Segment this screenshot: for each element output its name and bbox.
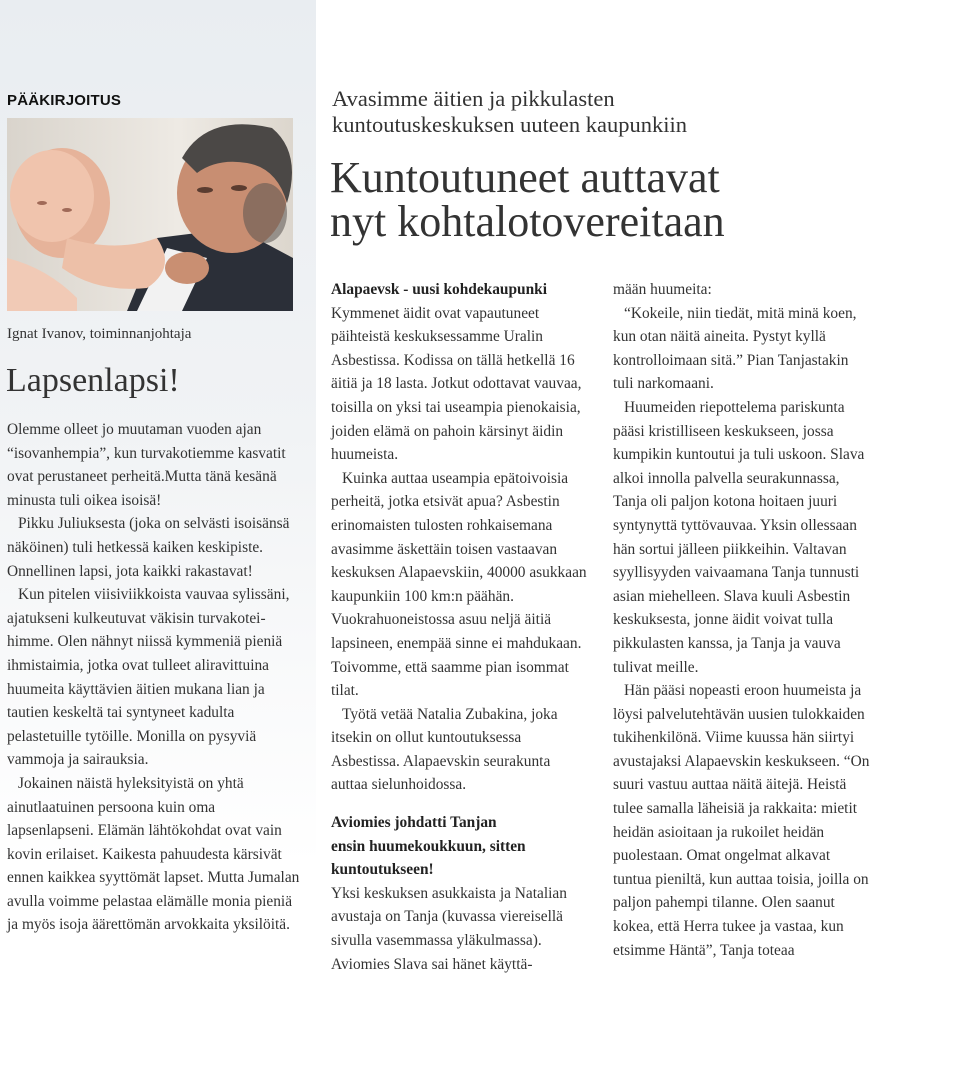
article-paragraph: Kymmenet äidit ovat vapautuneet päihteistä keskuksessamme Uralin Asbestissa. Kodissa on tällä hetkellä 16 äitiä ja 18 lasta. Jotkut odottavat vauvaa, toisilla on yksi tai useampia pienokaisia, joiden elämä on pahoin kärsinyt äidin huumeista. — [331, 304, 582, 464]
headline-line: Kuntoutuneet auttavat — [330, 153, 720, 202]
article-paragraph: Yksi keskuksen asukkaista ja Natalian avustaja on Tanja (kuvassa viereisellä sivulla vasemmassa yläkulmassa). Aviomies Slava sai hänet käyttä- — [331, 884, 567, 973]
article-paragraph: “Kokeile, niin tiedät, mitä minä koen, kun otan näitä aineita. Pystyt kyllä kontrolloimaan sitä.” Pian Tanjastakin tuli narkomaani. — [613, 304, 857, 393]
article-kicker — [332, 86, 687, 138]
photo-caption: Ignat Ivanov, toiminnanjohtaja — [7, 326, 192, 342]
subheading-line: Aviomies johdatti Tanjan — [331, 814, 497, 832]
article-paragraph: Hän pääsi nopeasti eroon huumeista ja löysi palvelutehtävän uusien tulokkaiden tukihenkilönä. Viime kuussa hän siirtyi avustajaksi Alapaevskin keskukseen. “On suuri vastuu auttaa näitä äitejä. Heistä tulee samalla läheisiä ja rakkaita: mietit heidän asioitaan ja rukoilet heidän puolestaan. Omat ongelmat alkavat tuntua pieniltä, kun auttaa toisia, joilla on paljon pahempi tilanne. Olen saanut kokea, että Herra tukee ja vastaa, kun etsimme Häntä”, Tanja toteaa — [613, 682, 870, 959]
editorial-paragraph: Jokainen näistä hyleksityistä on yhtä ainutlaatuinen persoona kuin oma lapsenlapseni. Elämän lähtökohdat ovat vain kovin erilaiset. Kaikesta pahuudesta kärsivät ennen kaikkea syyttömät lapset. Mutta Jumalan avulla voimme pelastaa elämälle monia pieniä ja myös isoja äärettömän arvokkaita yksilöitä. — [7, 774, 300, 934]
article-column-2 — [613, 278, 871, 962]
kicker-line: kuntoutuskeskuksen uuteen kaupunkiin — [332, 112, 687, 137]
man-with-baby-photo — [7, 118, 293, 311]
editorial-paragraph: Olemme olleet jo muutaman vuoden ajan “isovanhempia”, kun turvakotiemme kasvatit ovat perustaneet perheitä.Mutta tänä kesänä minusta tuli oikea isoisä! — [7, 421, 286, 509]
article-paragraph: mään huumeita: — [613, 281, 712, 298]
article-paragraph: Kuinka auttaa useampia epätoivoisia perheitä, jotka etsivät apua? Asbestin erinomaisten tulosten rohkaisemana avasimme äskettäin toisen vastaavan keskuksen Alapaevskiin, 40000 asukkaan kaupunkiin 100 km:n päähän. Vuokrahuoneistossa asuu neljä äitiä lapsineen, enempää sinne ei mahdukaan. Toivomme, että saamme pian isommat tilat. — [331, 469, 587, 700]
subheading-line: kuntoutukseen! — [331, 861, 434, 879]
subheading-line: ensin huumekoukkuun, sitten — [331, 837, 526, 855]
editorial-photo — [7, 118, 293, 311]
article-headline — [330, 153, 725, 246]
headline-line: nyt kohtalotovereitaan — [330, 197, 725, 246]
article-paragraph: Työtä vetää Natalia Zubakina, joka itsekin on ollut kuntoutuksessa Asbestissa. Alapaevskin seurakunta auttaa sielunhoidossa. — [331, 705, 558, 794]
editorial-paragraph: Kun pitelen viisiviikkoista vauvaa sylissäni, ajatukseni kulkeutuvat väkisin turvakoteihimme. Olen nähnyt niissä kymmeniä pieniä ihmistaimia, jotka ovat tulleet aliravittuina huumeita käyttävien äitien mukana lian ja tautien keskeltä tai syntyneet kadulta pelastetuille tytöille. Monilla on pysyviä vammoja ja sairauksia. — [7, 586, 290, 769]
editorial-paragraph: Pikku Juliuksesta (joka on selvästi isoisänsä näköinen) tuli hetkessä kaiken keskipiste. Onnellinen lapsi, jota kaikki rakastavat! — [7, 515, 290, 580]
editorial-title: Lapsenlapsi! — [6, 362, 180, 399]
article-column-1 — [331, 278, 589, 976]
subheading — [331, 811, 589, 882]
editorial-body — [7, 418, 303, 937]
section-label: PÄÄKIRJOITUS — [7, 92, 122, 109]
article-paragraph: Huumeiden riepottelema pariskunta pääsi kristilliseen keskukseen, jossa kumpikin kuntoutui ja tuli uskoon. Slava alkoi innolla palvella seurakunnassa, Tanja oli paljon kotona hoitaen juuri syntynyttä tyttövauvaa. Yksin ollessaan hän sortui jälleen piikkeihin. Valtavan syyllisyyden vaivaamana Tanja tunnusti asian miehelleen. Slava kuuli Asbestin keskuksesta, jonne äidit voivat tulla pikkulasten kanssa, ja Tanja ja vauva tulivat meille. — [613, 398, 865, 676]
kicker-line: Avasimme äitien ja pikkulasten — [332, 86, 615, 111]
subheading: Alapaevsk - uusi kohdekaupunki — [331, 281, 548, 298]
